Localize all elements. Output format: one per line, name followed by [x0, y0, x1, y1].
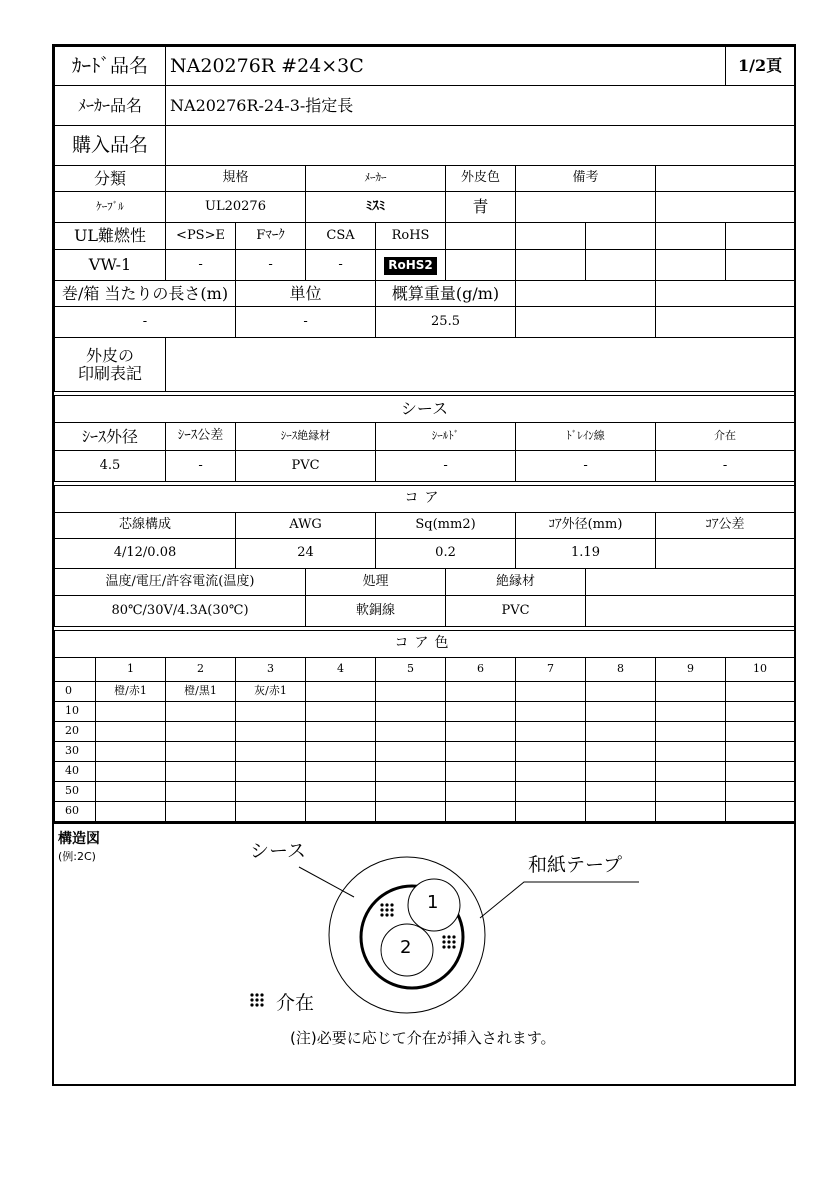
sheath-section-title: シース	[55, 396, 795, 423]
core-color-cell	[306, 722, 376, 742]
core-color-cell	[446, 762, 516, 782]
core-color-cell	[236, 722, 306, 742]
core-color-cell	[376, 682, 446, 702]
core-color-cell	[166, 782, 236, 802]
pse-label: <PS>E	[166, 223, 236, 250]
core-color-cell	[166, 722, 236, 742]
tape-callout-label: 和紙テープ	[528, 854, 623, 876]
maker-name-value: NA20276R-24-3-指定長	[166, 86, 795, 126]
rohs2-badge: RoHS2	[384, 257, 437, 274]
core-color-cell	[376, 702, 446, 722]
approx-weight-value: 25.5	[376, 307, 516, 338]
core-color-cell	[726, 682, 795, 702]
core-color-cell	[376, 782, 446, 802]
core-section-title: コア	[55, 486, 795, 513]
core-color-cell	[656, 762, 726, 782]
filler-dots-right	[442, 935, 455, 948]
card-name-value: NA20276R #24×3C	[166, 47, 726, 86]
treatment-label: 処理	[306, 569, 446, 596]
core-color-cell	[516, 742, 586, 762]
structure-diagram	[54, 822, 794, 1059]
spec-table	[54, 46, 795, 822]
filler-note: (注)必要に応じて介在が挿入されます。	[290, 1029, 556, 1047]
remarks-value	[516, 192, 656, 223]
core-color-cell	[446, 682, 516, 702]
sq-value: 0.2	[376, 539, 516, 569]
core-od-label: ｺｱ外径(mm)	[516, 513, 656, 539]
core-color-cell	[236, 802, 306, 822]
category-value: ｹｰﾌﾞﾙ	[55, 192, 166, 223]
cable-cross-section	[54, 824, 794, 1059]
standard-label: 規格	[166, 166, 306, 192]
core-color-cell	[96, 742, 166, 762]
core-color-cell	[586, 702, 656, 722]
f-mark-value: -	[236, 250, 306, 281]
maker-value: ﾐｽﾐ	[306, 192, 446, 223]
core-color-cell	[726, 702, 795, 722]
unit-value: -	[236, 307, 376, 338]
core-color-cell	[166, 762, 236, 782]
filler-legend-label: 介在	[276, 992, 315, 1014]
csa-value: -	[306, 250, 376, 281]
table-row	[55, 762, 795, 782]
core-color-cell	[376, 742, 446, 762]
core-color-cell	[96, 782, 166, 802]
core-color-cell	[96, 722, 166, 742]
filler-dots-top	[380, 903, 393, 916]
table-row	[55, 702, 795, 722]
core-color-row-label: 20	[55, 722, 96, 742]
length-per-reel-label: 巻/箱 当たりの長さ(m)	[55, 281, 236, 307]
core-color-cell	[446, 702, 516, 722]
core-color-cell: 灰/赤1	[236, 682, 306, 702]
core-od-value: 1.19	[516, 539, 656, 569]
sheath-od-label: ｼｰｽ外径	[55, 423, 166, 451]
table-row	[55, 742, 795, 762]
core-color-grid	[55, 682, 795, 822]
core-color-section-title: コア色	[55, 631, 795, 658]
core-color-row-label: 60	[55, 802, 96, 822]
insulation-label: 絶縁材	[446, 569, 586, 596]
core-color-cell	[656, 682, 726, 702]
f-mark-label: Fﾏｰｸ	[236, 223, 306, 250]
core-color-cell	[516, 722, 586, 742]
approx-weight-label: 概算重量(g/m)	[376, 281, 516, 307]
core-color-cell	[586, 782, 656, 802]
core-color-cell	[516, 782, 586, 802]
core-color-cell	[376, 722, 446, 742]
filler-legend-dots	[250, 993, 263, 1006]
core-color-row-label: 40	[55, 762, 96, 782]
core-color-column-header: 2	[166, 658, 236, 682]
tape-leader-line	[480, 882, 639, 918]
core-color-cell	[236, 702, 306, 722]
maker-name-label: ﾒｰｶｰ品名	[55, 86, 166, 126]
core-color-cell: 橙/赤1	[96, 682, 166, 702]
print-marking-value	[166, 338, 795, 392]
core-color-column-header: 8	[586, 658, 656, 682]
sheath-od-value: 4.5	[55, 451, 166, 482]
core-color-cell	[166, 802, 236, 822]
core-color-cell	[656, 742, 726, 762]
core-color-cell	[306, 682, 376, 702]
core-color-cell	[656, 782, 726, 802]
table-row	[55, 722, 795, 742]
core-color-row-label: 0	[55, 682, 96, 702]
core-color-column-header: 7	[516, 658, 586, 682]
core-color-cell	[236, 762, 306, 782]
core-color-column-header: 4	[306, 658, 376, 682]
sheath-callout-label: シース	[250, 840, 307, 862]
temp-voltage-current-label: 温度/電圧/許容電流(温度)	[55, 569, 306, 596]
unit-label: 単位	[236, 281, 376, 307]
core-color-cell	[306, 702, 376, 722]
core-color-column-header: 9	[656, 658, 726, 682]
core-color-cell	[656, 802, 726, 822]
table-row	[55, 782, 795, 802]
remarks-label: 備考	[516, 166, 656, 192]
core-color-cell	[726, 722, 795, 742]
table-row	[55, 802, 795, 822]
temp-voltage-current-value: 80℃/30V/4.3A(30℃)	[55, 596, 306, 627]
print-marking-label: 外皮の 印刷表記	[55, 338, 166, 392]
core-color-cell	[236, 742, 306, 762]
drain-wire-label: ﾄﾞﾚｲﾝ線	[516, 423, 656, 451]
core-color-cell	[306, 762, 376, 782]
rohs-label: RoHS	[376, 223, 446, 250]
core-color-column-header: 3	[236, 658, 306, 682]
core-color-cell	[376, 762, 446, 782]
core-color-cell	[446, 722, 516, 742]
core-color-cell	[96, 802, 166, 822]
category-label: 分類	[55, 166, 166, 192]
core-tolerance-label: ｺｱ公差	[656, 513, 795, 539]
shield-value: -	[376, 451, 516, 482]
core-color-column-header: 1	[96, 658, 166, 682]
standard-value: UL20276	[166, 192, 306, 223]
sheath-insulation-label: ｼｰｽ絶縁材	[236, 423, 376, 451]
core-color-cell	[586, 802, 656, 822]
core-color-cell	[726, 742, 795, 762]
core-color-cell	[726, 762, 795, 782]
csa-label: CSA	[306, 223, 376, 250]
drain-wire-value: -	[516, 451, 656, 482]
core-color-cell	[726, 782, 795, 802]
structure-diagram-subtitle: (例:2C)	[58, 850, 96, 863]
core-color-row-label: 30	[55, 742, 96, 762]
sheath-leader-line	[299, 867, 354, 897]
purchase-name-value	[166, 126, 795, 166]
core-color-row-label: 50	[55, 782, 96, 802]
conductor-construction-value: 4/12/0.08	[55, 539, 236, 569]
awg-value: 24	[236, 539, 376, 569]
core-color-cell	[306, 742, 376, 762]
core-color-cell	[586, 722, 656, 742]
core-color-cell	[516, 702, 586, 722]
core-2-label: 2	[400, 937, 412, 958]
awg-label: AWG	[236, 513, 376, 539]
pse-value: -	[166, 250, 236, 281]
maker-label: ﾒｰｶｰ	[306, 166, 446, 192]
core-color-cell	[446, 742, 516, 762]
core-color-cell	[236, 782, 306, 802]
jacket-color-value: 青	[446, 192, 516, 223]
core-color-cell	[96, 702, 166, 722]
core-color-cell	[516, 762, 586, 782]
table-row	[55, 682, 795, 702]
core-color-column-header: 5	[376, 658, 446, 682]
core-color-header-row	[55, 658, 795, 682]
core-color-cell	[726, 802, 795, 822]
ul-flame-value: VW-1	[55, 250, 166, 281]
jacket-color-label: 外皮色	[446, 166, 516, 192]
sq-label: Sq(mm2)	[376, 513, 516, 539]
core-color-cell	[656, 722, 726, 742]
core-color-cell: 橙/黒1	[166, 682, 236, 702]
core-color-cell	[516, 802, 586, 822]
sheath-tolerance-label: ｼｰｽ公差	[166, 423, 236, 451]
ul-flame-label: UL難燃性	[55, 223, 166, 250]
core-color-column-header: 10	[726, 658, 795, 682]
core-color-cell	[306, 802, 376, 822]
sheath-tolerance-value: -	[166, 451, 236, 482]
core-color-cell	[586, 682, 656, 702]
core-color-cell	[586, 742, 656, 762]
rohs-value	[376, 250, 446, 281]
treatment-value: 軟銅線	[306, 596, 446, 627]
core-color-cell	[166, 742, 236, 762]
core-color-column-header: 6	[446, 658, 516, 682]
page-number: 1/2頁	[726, 47, 795, 86]
core-color-cell	[96, 762, 166, 782]
insulation-value: PVC	[446, 596, 586, 627]
filler-value: -	[656, 451, 795, 482]
filler-label: 介在	[656, 423, 795, 451]
core-color-cell	[656, 702, 726, 722]
structure-diagram-title: 構造図	[58, 831, 100, 847]
sheath-insulation-value: PVC	[236, 451, 376, 482]
card-name-label: ｶｰﾄﾞ品名	[55, 47, 166, 86]
core-color-cell	[306, 782, 376, 802]
core-color-cell	[516, 682, 586, 702]
core-color-cell	[376, 802, 446, 822]
core-1-label: 1	[427, 892, 439, 913]
length-per-reel-value: -	[55, 307, 236, 338]
core-color-cell	[446, 802, 516, 822]
shield-label: ｼｰﾙﾄﾞ	[376, 423, 516, 451]
core-color-cell	[586, 762, 656, 782]
core-color-row-label: 10	[55, 702, 96, 722]
core-color-cell	[446, 782, 516, 802]
core-tolerance-value	[656, 539, 795, 569]
core-color-cell	[166, 702, 236, 722]
spec-sheet	[52, 44, 796, 1086]
conductor-construction-label: 芯線構成	[55, 513, 236, 539]
purchase-name-label: 購入品名	[55, 126, 166, 166]
